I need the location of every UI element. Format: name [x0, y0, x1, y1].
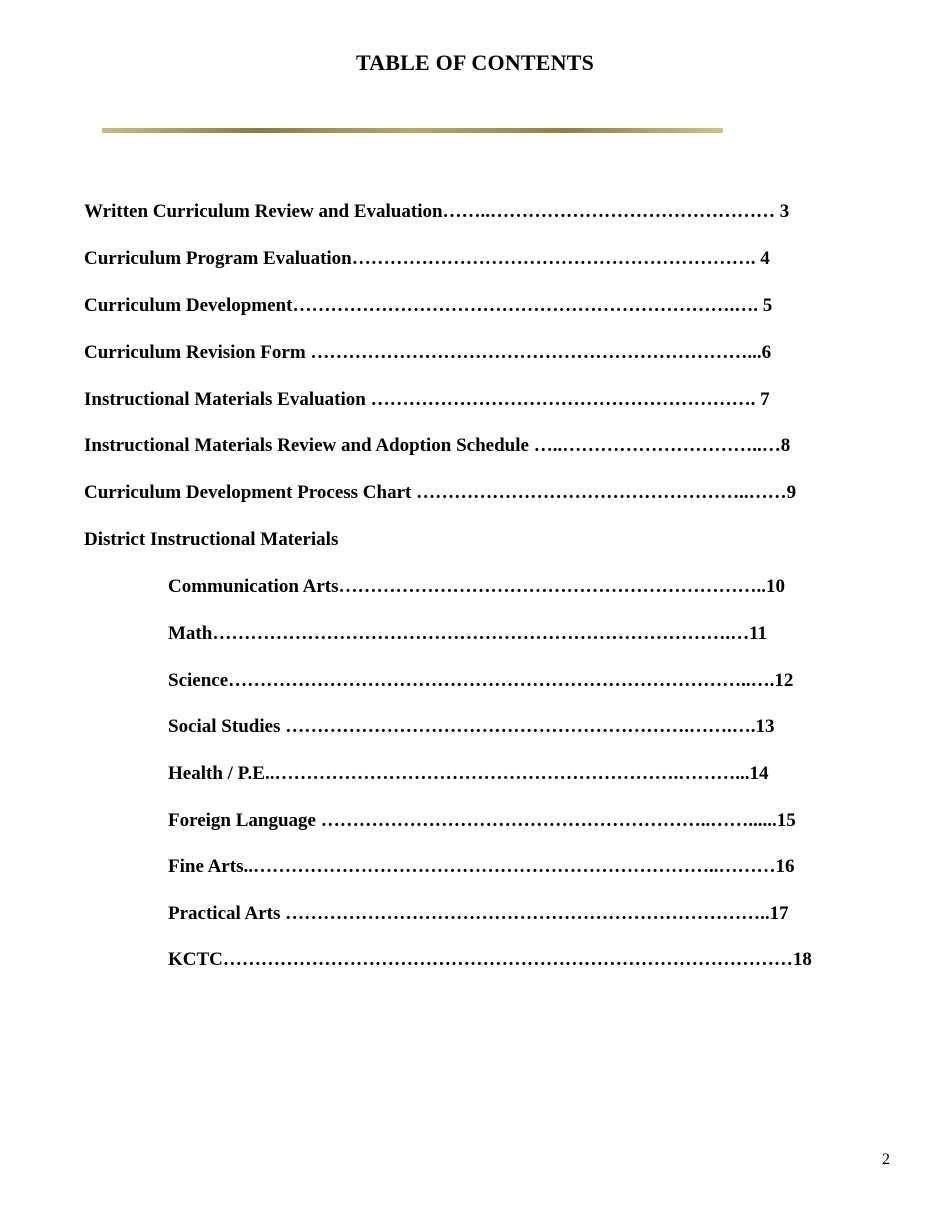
toc-entry-program-evaluation[interactable]: Curriculum Program Evaluation………………………………………………………. 4 [84, 248, 770, 269]
toc-subentry-communication-arts[interactable]: Communication Arts…………………………………………………………..10 [168, 576, 785, 597]
toc-subentry-fine-arts[interactable]: Fine Arts..………………………………………………………………..………16 [168, 856, 795, 877]
toc-section-heading: District Instructional Materials [84, 529, 339, 550]
gold-divider [102, 128, 723, 133]
toc-entry-curriculum-development[interactable]: Curriculum Development…………………………………………………………….…. 5 [84, 295, 773, 316]
toc-subentry-kctc[interactable]: KCTC………………………………………………………………………………18 [168, 949, 812, 970]
toc-subentry-social-studies[interactable]: Social Studies ……………………………………………………….…….….13 [168, 716, 775, 737]
toc-subentry-health-pe[interactable]: Health / P.E..……………………………………………………….………...14 [168, 763, 769, 784]
toc-entry-materials-evaluation[interactable]: Instructional Materials Evaluation ……………………………………………………. 7 [84, 389, 770, 410]
toc-subentry-science[interactable]: Science………………………………………………………………………..….12 [168, 670, 794, 691]
toc-entry-written-curriculum[interactable]: Written Curriculum Review and Evaluation……..……………………………………… 3 [84, 201, 790, 222]
toc-entry-adoption-schedule[interactable]: Instructional Materials Review and Adoption Schedule …..…………………………..…8 [84, 435, 791, 456]
toc-subentry-math[interactable]: Math……………………………………………………………………….…11 [168, 623, 768, 644]
toc-entry-revision-form[interactable]: Curriculum Revision Form ……………………………………………………………...6 [84, 342, 772, 363]
page-number: 2 [882, 1151, 890, 1168]
toc-entry-process-chart[interactable]: Curriculum Development Process Chart ……………………………………………..……9 [84, 482, 797, 503]
toc-subentry-practical-arts[interactable]: Practical Arts …………………………………………………………………..17 [168, 903, 789, 924]
page-title: TABLE OF CONTENTS [355, 50, 595, 75]
toc-subentry-foreign-language[interactable]: Foreign Language ……………………………………………………..……......15 [168, 810, 796, 831]
